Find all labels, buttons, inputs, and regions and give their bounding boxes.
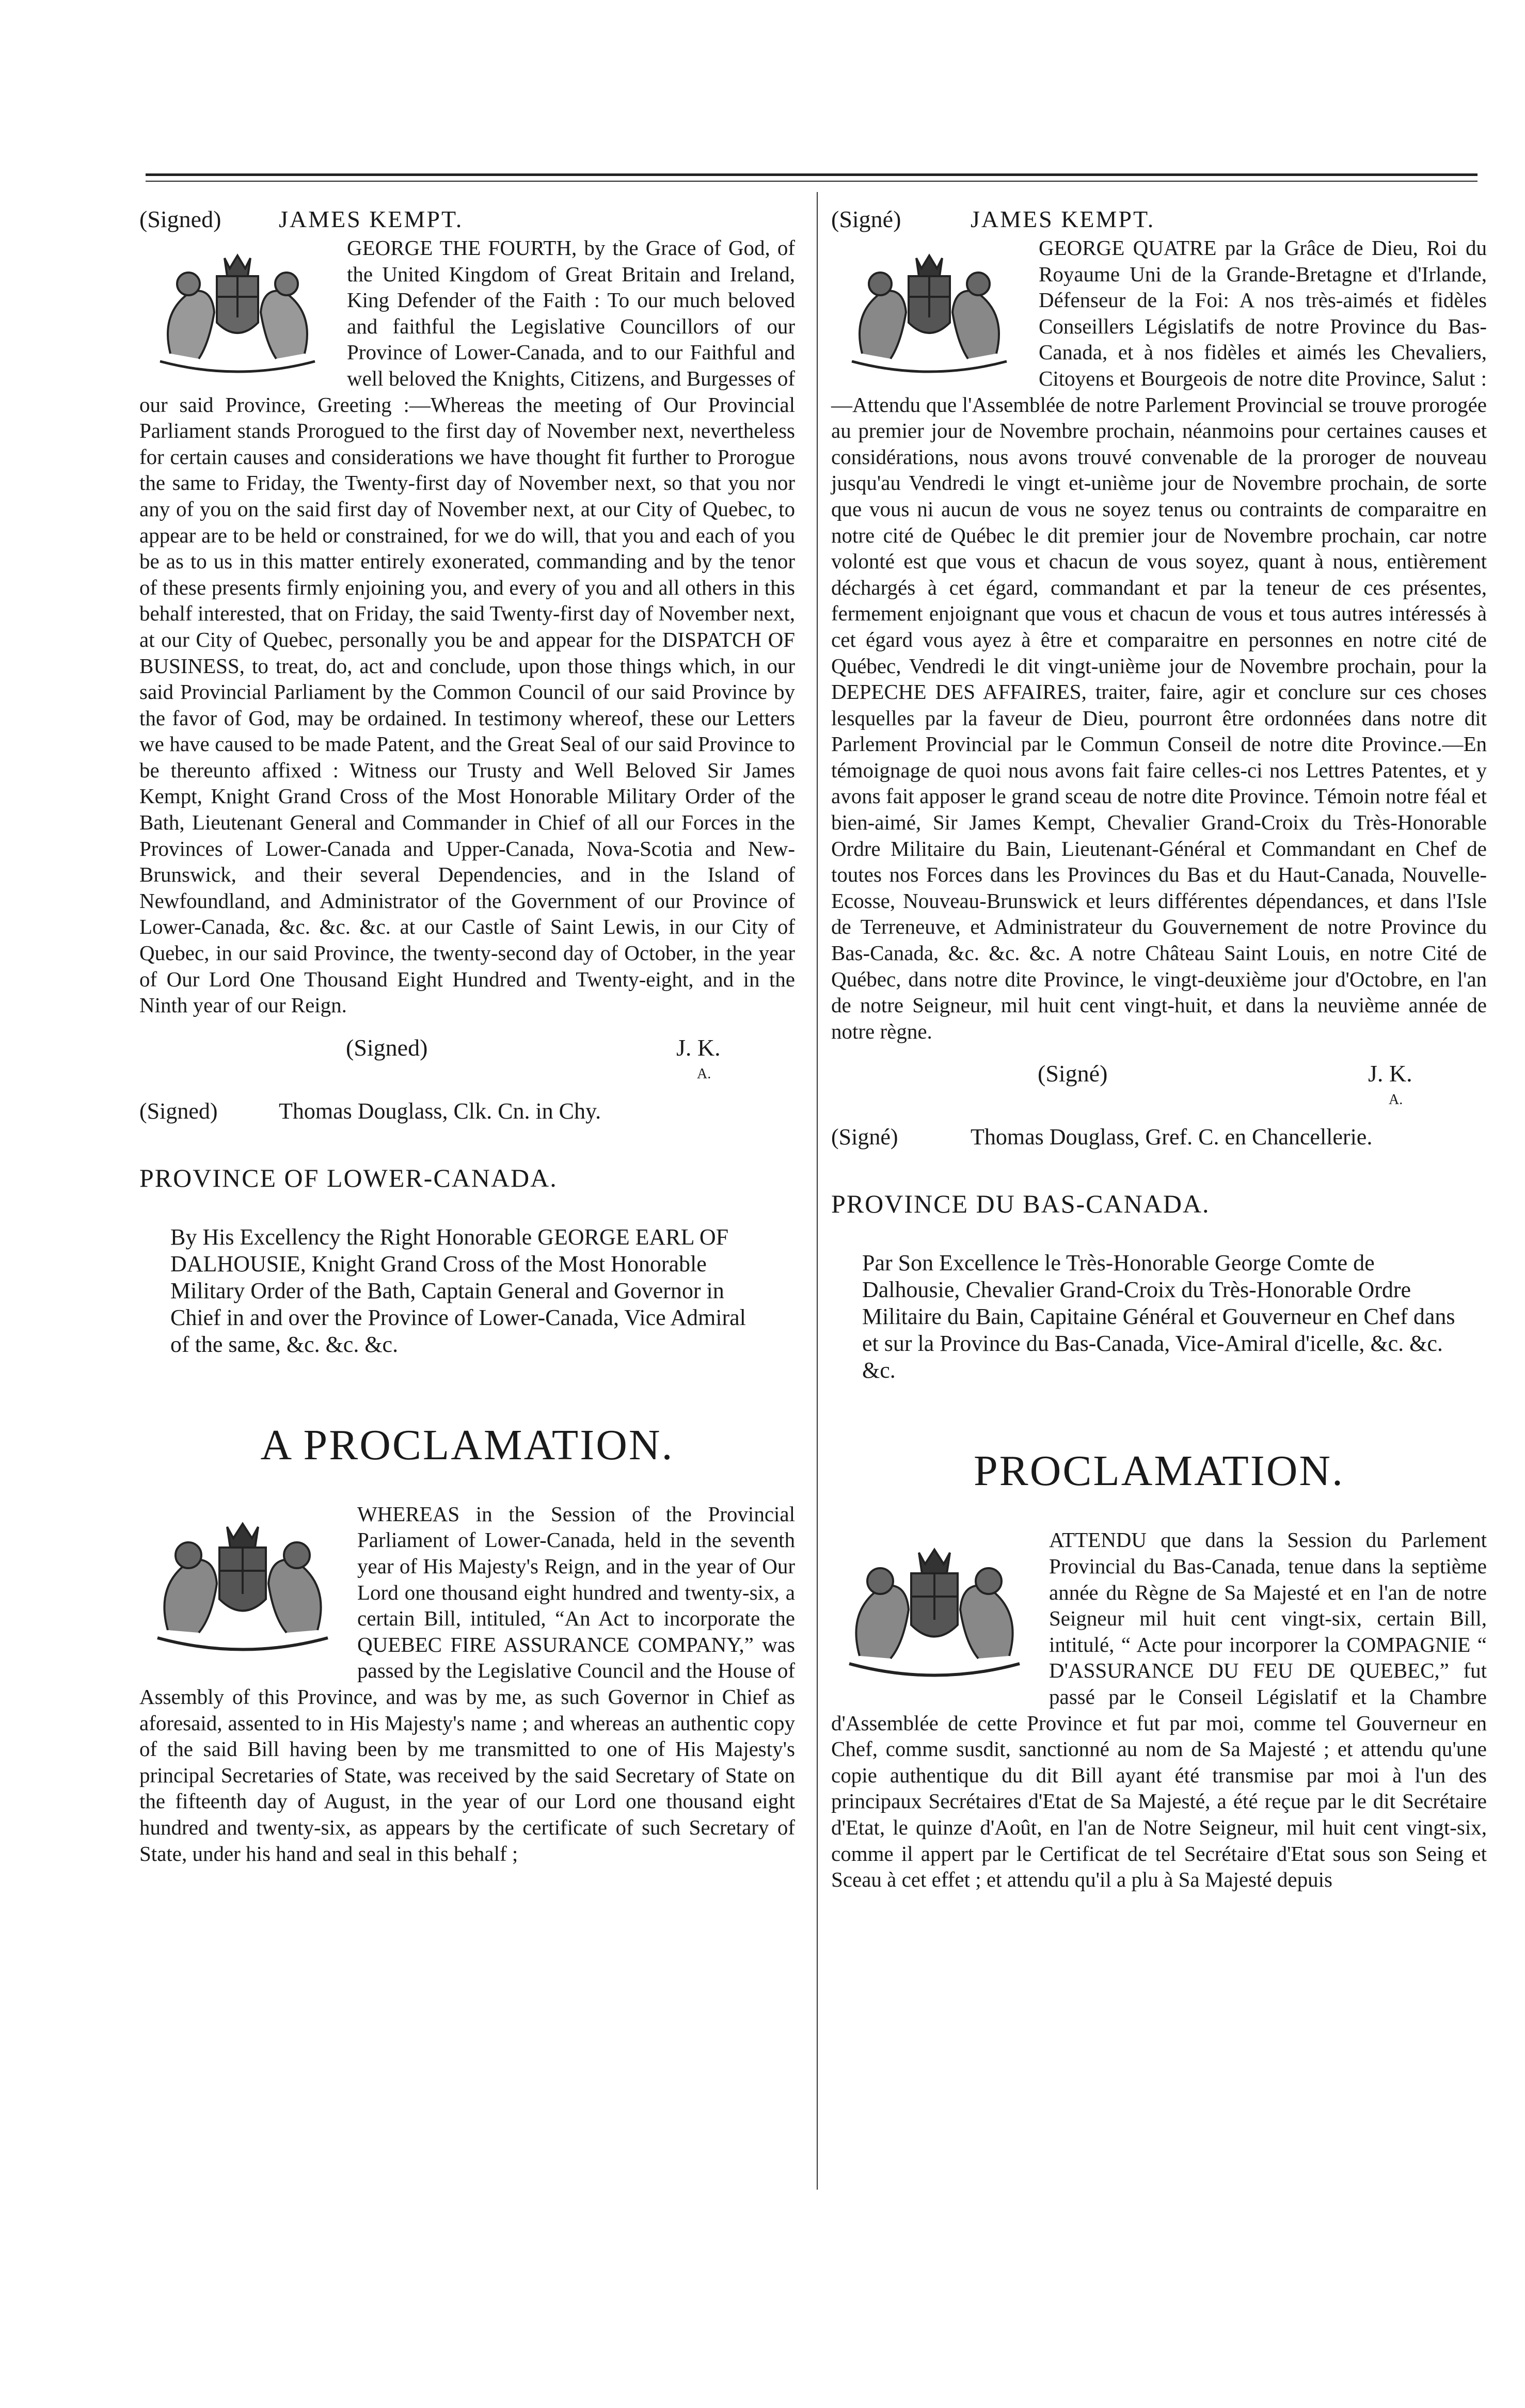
signe-line xyxy=(831,204,1487,235)
proclamation-text: GEORGE THE FOURTH, by the Grace of God, of the United Kingdom of Great Britain and Ireland, King Defender of the Faith : To our much beloved and faithful the Legislative Councillors of our Province of Lower-Canada, and to our Faithful and well beloved the Knights, Citizens, and Burgesses of our said Province, Greeting :—Whereas the meeting of Our Provincial Parliament stands Prorogued to the first day of November next, nevertheless for certain causes and considerations we have thought fit further to Prorogue the same to Friday, the Twenty-first day of November next, so that you nor any of you on the said first day of November next, at our City of Quebec, to appear are to be held or constrained, for we do will, that you and each of you be as to us in this matter entirely exonerated, commanding and by the tenor of these presents firmly enjoining you, and every of you and all others in this behalf interested, that on Friday, the said Twenty-first day of November next, at our City of Quebec, personally you be and appear for the DISPATCH OF BUSINESS, to treat, do, act and conclude, upon those things which, in our said Provincial Parliament by the Common Council of our said Province by the favor of God, may be ordained. In testimony whereof, these our Letters we have caused to be made Patent, and the Great Seal of our said Province to be thereunto affixed : Witness our Trusty and Well Beloved Sir James Kempt, Knight Grand Cross of the Most Honorable Military Order of the Bath, Lieutenant General and Commander in Chief of all our Forces in the Provinces of Lower-Canada and Upper-Canada, Nova-Scotia and New-Brunswick, and their several Dependencies, and in the Island of Newfoundland, and Administrator of the Government of our Province of Lower-Canada, &c. &c. &c. at our Castle of Saint Lewis, in our City of Quebec, in our said Province, the twenty-second day of October, in the year of Our Lord One Thousand Eight Hundred and Twenty-eight, and in the Ninth year of our Reign. xyxy=(139,236,795,1017)
clerk-label: (Signed) xyxy=(139,1098,218,1124)
clerk-label-fr: (Signé) xyxy=(831,1124,898,1150)
signed-name: JAMES KEMPT. xyxy=(279,206,464,232)
royal-coat-of-arms-icon xyxy=(139,240,336,382)
french-column xyxy=(831,204,1487,1893)
proclamation-text-fr: GEORGE QUATRE par la Grâce de Dieu, Roi du Royaume Uni de la Grande-Bretagne et d'Irlande, Défenseur de la Foi: A nos très-aimés et fidèles Conseillers Législatifs de notre Province du Bas-Canada, et à nos fidèles et aimés les Chevaliers, Citoyens et Bourgeois de notre dite Province, Salut :—Attendu que l'Assemblée de notre Parlement Provincial se trouve prorogée au premier jour de Novembre prochain, néanmoins pour certaines causes et considérations, nous avons trouvé convenable de la proroger de nouveau jusqu'au Vendredi le vingt et-unième jour de Novembre prochain, de sorte que vous ni aucun de vous ne soyez tenus ou contraints de comparaitre en notre cité de Québec le dit premier jour de Novembre prochain, car notre volonté est que vous et chacun de vous soyez, quant à nous, entièrement déchargés à cet égard, commandant et par la teneur de ces présentes, fermement enjoignant que vous et chacun de vous et tous autres intéressés à cet égard vous ayez à être et comparaitre en personnes en notre cité de Québec, Vendredi le dit vingt-unième jour de Novembre prochain, pour la DEPECHE DES AFFAIRES, traiter, faire, agir et conclure sur ces choses lesquelles par la faveur de Dieu, pourront être ordonnées dans notre dit Parlement Provincial par le Commun Conseil de notre dite Province.—En témoignage de quoi nous avons fait faire celles-ci nos Lettres Patentes, et y avons fait apposer le grand sceau de notre dite Province. Témoin notre féal et bien-aimé, Sir James Kempt, Chevalier Grand-Croix du Très-Honorable Ordre Militaire du Bain, Lieutenant-Général et Commandant en Chef de toutes nos Forces dans les Provinces du Bas et du Haut-Canada, Nouvelle-Ecosse, Nouveau-Brunswick et leurs différentes dépendances, et dans l'Isle de Terreneuve, et Administrateur du Gouvernement de notre Province du Bas-Canada, &c. &c. &c. A notre Château Saint Louis, en notre Cité de Québec, dans notre dite Province, le vingt-deuxième jour d'Octobre, en l'an de notre Seigneur, mil huit cent vingt-huit, et dans la neuvième année de notre règne. xyxy=(831,236,1487,1043)
signature-sub: A. xyxy=(697,1065,711,1082)
column-divider xyxy=(817,192,818,2190)
province-title-fr: PROVINCE DU BAS-CANADA. xyxy=(831,1189,1210,1219)
signature-block-fr xyxy=(831,1044,1487,1122)
signature-initials-fr: J. K. xyxy=(1368,1060,1412,1087)
clerk-line-fr xyxy=(831,1122,1487,1153)
signe-label: (Signé) xyxy=(831,206,901,232)
royal-coat-of-arms-icon xyxy=(831,240,1027,382)
top-rule xyxy=(146,173,1478,176)
royal-seal-icon xyxy=(831,1532,1038,1687)
clerk-line xyxy=(139,1096,795,1127)
proclamation-heading: A PROCLAMATION. xyxy=(260,1421,674,1469)
clerk-text: Thomas Douglass, Clk. Cn. in Chy. xyxy=(279,1098,601,1124)
clerk-text-fr: Thomas Douglass, Gref. C. en Chancellerie. xyxy=(971,1124,1373,1150)
signed-line xyxy=(139,204,795,235)
excellency-text-fr: Par Son Excellence le Très-Honorable George Comte de Dalhousie, Chevalier Grand-Croix du Très-Honorable Ordre Militaire du Bain, Capitaine Général et Gouverneur en Chef dans et sur la Province du Bas-Canada, Vice-Amiral d'icelle, &c. &c. &c. xyxy=(862,1250,1455,1383)
signature-signe: (Signé) xyxy=(1038,1060,1108,1087)
royal-seal-icon xyxy=(139,1506,346,1661)
signe-name: JAMES KEMPT. xyxy=(971,206,1155,232)
signature-signed: (Signed) xyxy=(346,1034,428,1061)
signature-block xyxy=(139,1018,795,1096)
english-column xyxy=(139,204,795,1867)
whereas-text: WHEREAS in the Session of the Provincial Parliament of Lower-Canada, held in the seventh year of His Majesty's Reign, and in the year of Our Lord one thousand eight hundred and twenty-six, a certain Bill, intituled, “An Act to incorporate the QUEBEC FIRE ASSURANCE COMPANY,” was passed by the Legislative Council and the House of Assembly of this Province, and was by me, as such Governor in Chief as aforesaid, assented to in His Majesty's name ; and whereas an authentic copy of the said Bill having been by me transmitted to one of His Majesty's principal Secretaries of State, was received by the said Secretary of State on the fifteenth day of August, in the year of our Lord one thousand eight hundred and twenty-six, as appears by the certificate of such Secretary of State, under his hand and seal in this behalf ; xyxy=(139,1502,795,1865)
whereas-text-fr: ATTENDU que dans la Session du Parlement Provincial du Bas-Canada, tenue dans la septième année du Règne de Sa Majesté et en l'an de notre Seigneur mil huit cent vingt-six, certain Bill, intitulé, “ Acte pour incorporer la COMPAGNIE “ D'ASSURANCE DU FEU DE QUEBEC,” fut passé par le Conseil Législatif et la Chambre d'Assemblée de cette Province et fut par moi, comme tel Gouverneur en Chef, comme susdit, sanctionné au nom de Sa Majesté ; et attendu qu'une copie authentique du dit Bill ayant été transmise par moi à l'un des principaux Secrétaires d'Etat de Sa Majesté, a été reçue par le dit Secrétaire d'Etat, le quinze d'Août, en l'an de Notre Seigneur, mil huit cent vingt-six, comme il appert par le Certificat de tel Secrétaire d'Etat sous son Seing et Sceau à cet effet ; et attendu qu'il a plu à Sa Majesté depuis xyxy=(831,1528,1487,1892)
signature-sub-fr: A. xyxy=(1389,1092,1403,1108)
excellency-text: By His Excellency the Right Honorable GEORGE EARL OF DALHOUSIE, Knight Grand Cross of the Most Honorable Military Order of the Bath, Captain General and Governor in Chief in and over the Province of Lower-Canada, Vice Admiral of the same, &c. &c. &c. xyxy=(170,1224,746,1357)
top-rule-thin xyxy=(146,181,1478,182)
signed-label: (Signed) xyxy=(139,206,221,232)
province-title: PROVINCE OF LOWER-CANADA. xyxy=(139,1163,558,1192)
proclamation-heading-fr: PROCLAMATION. xyxy=(973,1447,1345,1495)
signature-initials: J. K. xyxy=(676,1034,721,1061)
